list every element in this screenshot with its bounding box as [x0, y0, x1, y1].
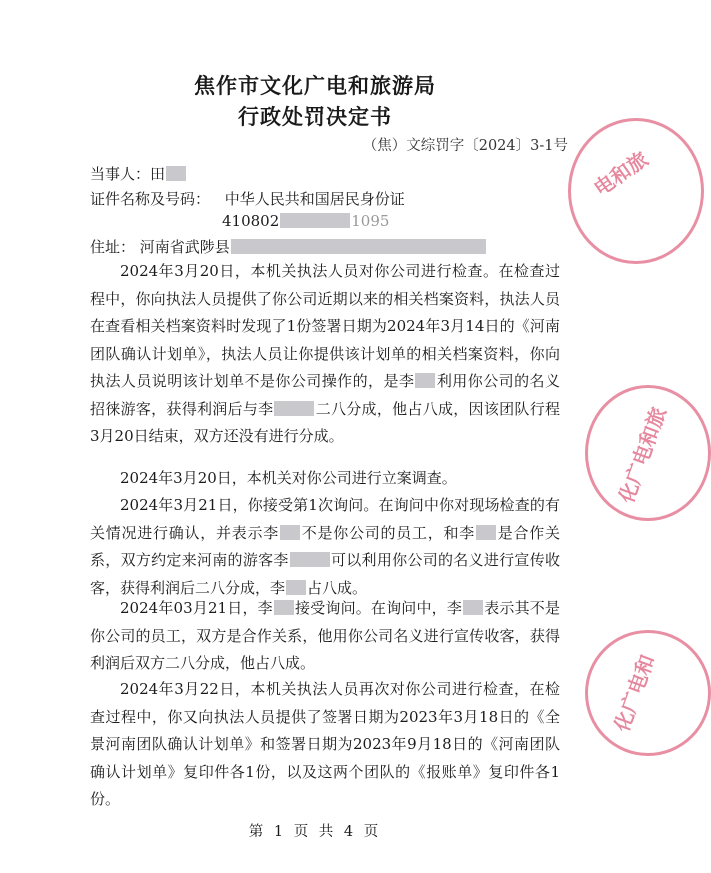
id-type: 中华人民共和国居民身份证: [224, 190, 405, 208]
redaction: [274, 600, 294, 615]
paragraph-3: [90, 492, 560, 602]
redaction: [290, 552, 330, 567]
doc-number: （焦）文综罚字〔2024〕3-1号: [362, 138, 568, 154]
p1-text-b: 利用你公司的名义招徕游客，获得利润后与李: [90, 372, 560, 418]
p4-text-b: 接受询问。在询问中，李: [294, 599, 463, 617]
seal-text: 电和旅: [589, 146, 653, 201]
redaction: [274, 401, 314, 416]
paragraph-1: [90, 258, 560, 451]
p3-text-b: 不是你公司的员工，和李: [300, 523, 475, 542]
p3-text-e: 占八成。: [307, 578, 368, 597]
p3-text-c: 是合作关系，双方约定来河南的游客李: [90, 523, 560, 569]
official-seal: [585, 385, 671, 520]
p2-text: 2024年3月20日，本机关对你公司进行立案调查。: [120, 469, 457, 487]
id-number-line: [222, 212, 389, 230]
redaction: [286, 580, 306, 595]
id-label: 证件名称及号码：: [90, 190, 211, 208]
paragraph-5: [90, 676, 560, 814]
redaction: [231, 239, 486, 254]
p1-text-a: 2024年3月20日，本机关执法人员对你公司进行检查。在检查过程中，你向执法人员提供了你公司近期以来的相关档案资料，执法人员在查看相关档案资料时发现了1份签署日期为2024年3月14日的《河南团队确认计划单》，执法人员让你提供该计划单的相关档案资料，你向执法人员说明该计划单不是你公司操作的，是李: [90, 262, 560, 390]
seal-text: 化广电和旅: [614, 403, 671, 507]
p4-text-a: 2024年03月21日，李: [120, 599, 273, 617]
official-seal: [560, 118, 653, 268]
org-title: 焦作市文化广电和旅游局: [194, 74, 436, 98]
party-name-line: [90, 163, 187, 184]
p1-text-c: 二八分成，他占八成，因该团队行程3月20日结束，双方还没有进行分成。: [90, 399, 560, 445]
address-prefix: 河南省武陟县: [139, 238, 230, 256]
redaction: [280, 525, 300, 540]
redaction: [476, 525, 496, 540]
redaction: [415, 373, 435, 388]
paragraph-2: [90, 465, 560, 493]
address-line: [90, 236, 487, 257]
redaction: [166, 166, 186, 181]
address-label: 住址：: [90, 238, 136, 256]
id-line: [90, 188, 405, 209]
p3-text-a: 2024年3月21日，你接受第1次询问。在询问中你对现场检查的有关情况进行确认，并表示李: [90, 496, 560, 542]
p3-text-d: 可以利用你公司的名义进行宣传收客，获得利润后二八分成，李: [90, 551, 560, 597]
party-name-label: 当事人：田: [90, 165, 166, 183]
official-seal: [585, 630, 660, 755]
redaction: [280, 213, 350, 228]
seal-text: 化广电和: [609, 651, 660, 735]
redaction: [463, 600, 483, 615]
page-footer: 第 1 页 共 4 页: [248, 824, 382, 840]
p5-text: 2024年3月22日，本机关执法人员再次对你公司进行检查，在检查过程中，你又向执法人员提供了签署日期为2023年3月18日的《全景河南团队确认计划单》和签署日期为2023年9月18日的《河南团队确认计划单》复印件各1份，以及这两个团队的《报账单》复印件各1份。: [90, 680, 560, 808]
p4-text-c: 表示其不是你公司的员工，双方是合作关系，他用你公司名义进行宣传收客，获得利润后双方二八分成，他占八成。: [90, 599, 560, 672]
id-number-suffix: 1095: [351, 212, 390, 230]
doc-title: 行政处罚决定书: [238, 105, 392, 129]
id-number-prefix: 410802: [222, 212, 280, 230]
paragraph-4: [90, 595, 560, 678]
